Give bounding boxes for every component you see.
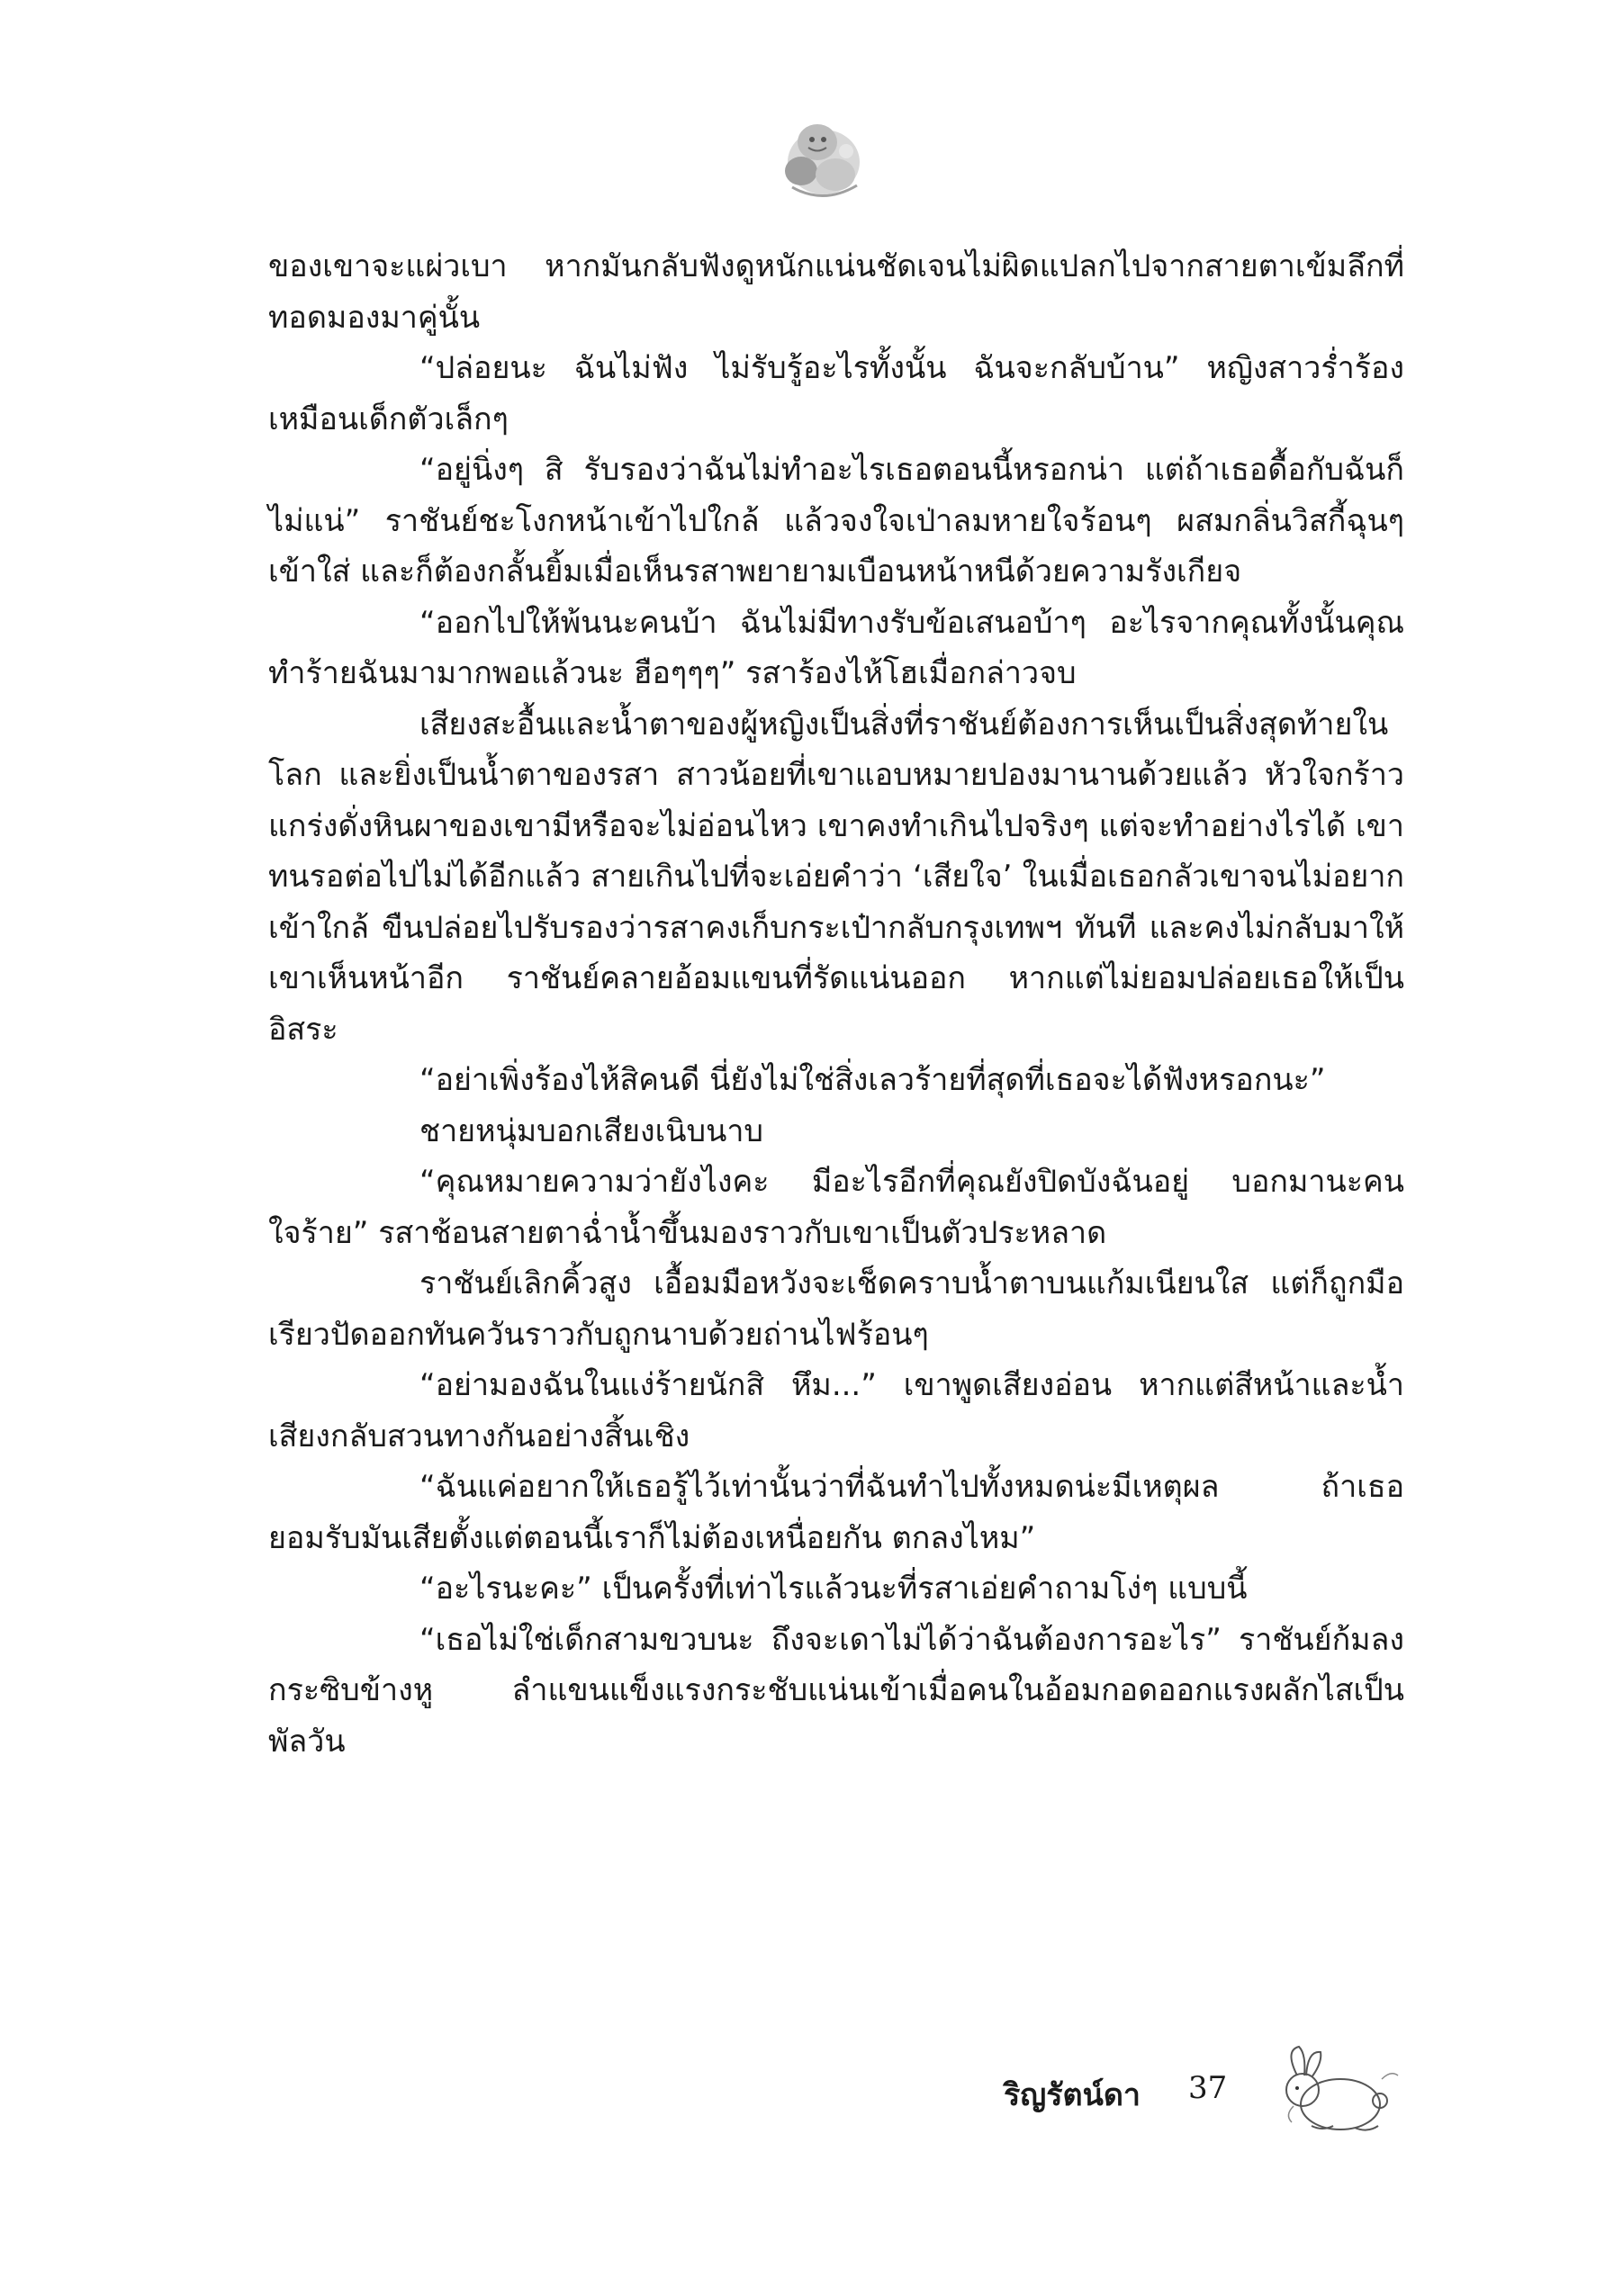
page-footer: [1004, 2043, 1418, 2151]
paragraph: “อย่ามองฉันในแง่ร้ายนักสิ หึม...” เขาพูดเสียงอ่อน หากแต่สีหน้าและน้ำเสียงกลับสวนทางกันอย่างสิ้นเชิง: [268, 1367, 1404, 1454]
paragraph: “ออกไปให้พ้นนะคนบ้า ฉันไม่มีทางรับข้อเสนอบ้าๆ อะไรจากคุณทั้งนั้นคุณทำร้ายฉันมามากพอแล้วนะ ฮือๆๆๆ” รสาร้องไห้โฮเมื่อกล่าวจบ: [268, 604, 1404, 691]
paragraph: “อยู่นิ่งๆ สิ รับรองว่าฉันไม่ทำอะไรเธอตอนนี้หรอกน่า แต่ถ้าเธอดื้อกับฉันก็ไม่แน่” ราชันย์ชะโงกหน้าเข้าไปใกล้ แล้วจงใจเป่าลมหายใจร้อนๆ ผสมกลิ่นวิสกี้ฉุนๆ เข้าใส่ และก็ต้องกลั้นยิ้มเมื่อเห็นรสาพยายามเบือนหน้าหนีด้วยความรังเกียจ: [268, 452, 1404, 590]
paragraph: ชายหนุ่มบอกเสียงเนิบนาบ: [419, 1112, 764, 1149]
cartoon-ornament-icon: [774, 115, 873, 205]
page-number: 37: [1188, 2070, 1228, 2106]
paragraph: “ปล่อยนะ ฉันไม่ฟัง ไม่รับรู้อะไรทั้งนั้น ฉันจะกลับบ้าน” หญิงสาวร่ำร้องเหมือนเด็กตัวเล็กๆ: [268, 350, 1404, 437]
paragraph: ของเขาจะแผ่วเบา หากมันกลับฟังดูหนักแน่นชัดเจนไม่ผิดแปลกไปจากสายตาเข้มลึกที่ทอดมองมาคู่นั้น: [268, 248, 1404, 336]
paragraph: “คุณหมายความว่ายังไงคะ มีอะไรอีกที่คุณยังปิดบังฉันอยู่ บอกมานะคนใจร้าย” รสาช้อนสายตาฉ่ำน้ำขึ้นมองราวกับเขาเป็นตัวประหลาด: [268, 1164, 1404, 1251]
paragraph: ราชันย์เลิกคิ้วสูง เอื้อมมือหวังจะเช็ดคราบน้ำตาบนแก้มเนียนใส แต่ก็ถูกมือเรียวปัดออกทันควันราวกับถูกนาบด้วยถ่านไฟร้อนๆ: [268, 1265, 1404, 1353]
paragraph: “ฉันแค่อยากให้เธอรู้ไว้เท่านั้นว่าที่ฉันทำไปทั้งหมดน่ะมีเหตุผล ถ้าเธอยอมรับมันเสียตั้งแต่ตอนนี้เราก็ไม่ต้องเหนื่อยกัน ตกลงไหม”: [268, 1469, 1404, 1556]
paragraph: “เธอไม่ใช่เด็กสามขวบนะ ถึงจะเดาไม่ได้ว่าฉันต้องการอะไร” ราชันย์ก้มลงกระซิบข้างหู ลำแขนแข็งแรงกระชับแน่นเข้าเมื่อคนในอ้อมกอดออกแรงผลักไสเป็นพัลวัน: [268, 1621, 1404, 1760]
rabbit-icon: [1267, 2043, 1411, 2142]
paragraph: “อะไรนะคะ” เป็นครั้งที่เท่าไรแล้วนะที่รสาเอ่ยคำถามโง่ๆ แบบนี้: [419, 1571, 1248, 1607]
paragraph: เสียงสะอื้นและน้ำตาของผู้หญิงเป็นสิ่งที่ราชันย์ต้องการเห็นเป็นสิ่งสุดท้ายในโลก และยิ่งเป็นน้ำตาของรสา สาวน้อยที่เขาแอบหมายปองมานานด้วยแล้ว หัวใจกร้าวแกร่งดั่งหินผาของเขามีหรือจะไม่อ่อนไหว เขาคงทำเกินไปจริงๆ แต่จะทำอย่างไรได้ เขาทนรอต่อไปไม่ได้อีกแล้ว สายเกินไปที่จะเอ่ยคำว่า ‘เสียใจ’ ในเมื่อเธอกลัวเขาจนไม่อยากเข้าใกล้ ขืนปล่อยไปรับรองว่ารสาคงเก็บกระเป๋ากลับกรุงเทพฯ ทันที และคงไม่กลับมาให้เขาเห็นหน้าอีก ราชันย์คลายอ้อมแขนที่รัดแน่นออก หากแต่ไม่ยอมปล่อยเธอให้เป็นอิสระ: [268, 706, 1404, 1048]
author-name: ริญรัตน์ดา: [1004, 2077, 1141, 2113]
paragraph: “อย่าเพิ่งร้องไห้สิคนดี นี่ยังไม่ใช่สิ่งเลวร้ายที่สุดที่เธอจะได้ฟังหรอกนะ”: [419, 1062, 1326, 1098]
chapter-body-text: [268, 241, 1404, 1767]
